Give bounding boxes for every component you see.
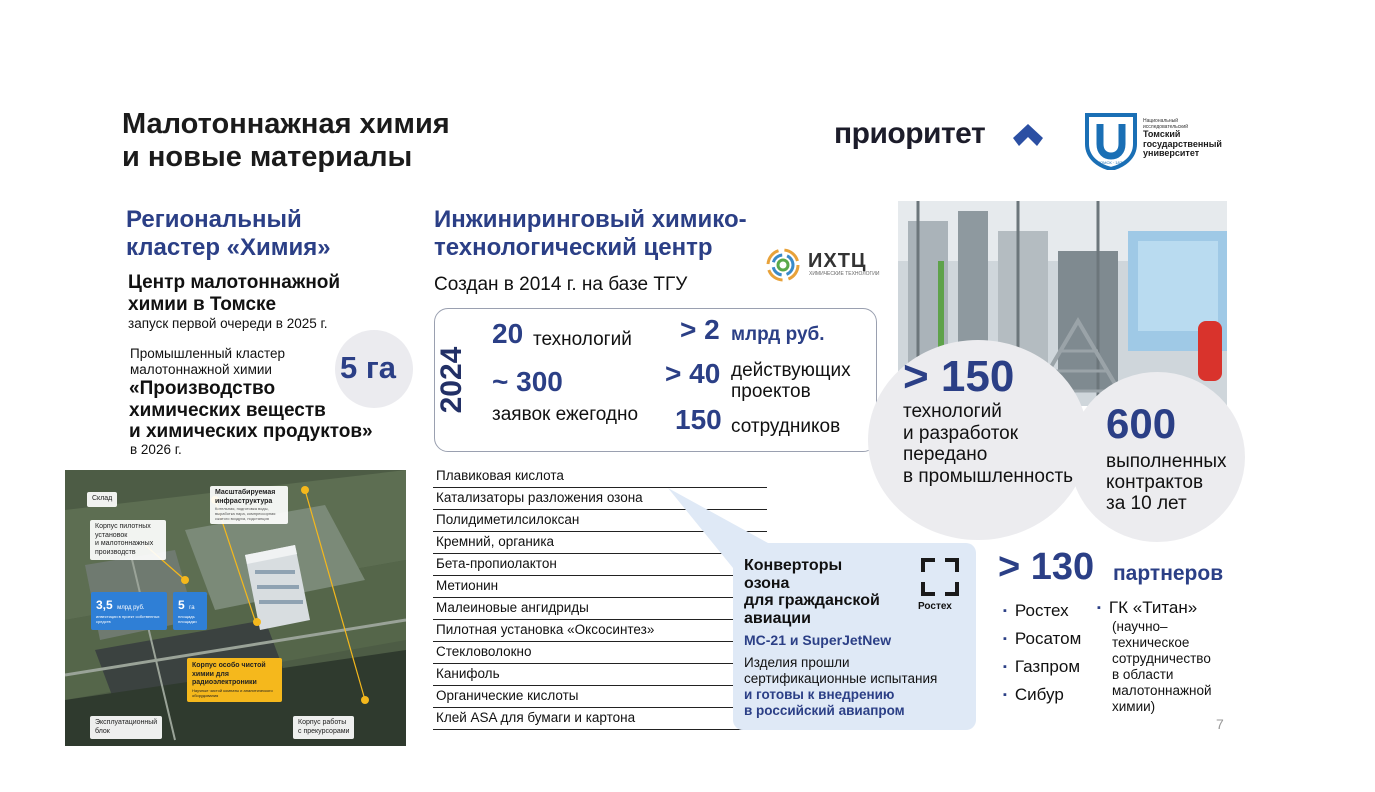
projects-count-label: действующих проектов bbox=[731, 360, 851, 402]
ixtc-logo-subtitle: ХИМИЧЕСКИЕ ТЕХНОЛОГИИ bbox=[809, 271, 880, 277]
list-item: Полидиметилсилоксан bbox=[433, 510, 767, 532]
apps-count-label: заявок ежегодно bbox=[492, 404, 639, 425]
rostec-logo-icon bbox=[921, 558, 959, 596]
engineering-created: Создан в 2014 г. на базе ТГУ bbox=[434, 274, 688, 295]
contracts-label: выполненных контрактов за 10 лет bbox=[1106, 451, 1227, 514]
titan-partner: ▪ ГК «Титан» bbox=[1097, 598, 1197, 618]
money-count-label: млрд руб. bbox=[731, 324, 825, 345]
transferred-tech-label: технологий и разработок передано в промышленность bbox=[903, 401, 1074, 487]
list-item: Бета-пропиолактон bbox=[433, 554, 767, 576]
priority-logo: приоритет bbox=[834, 117, 986, 150]
center-title: Центр малотоннажной химии в Томске bbox=[128, 272, 341, 315]
list-item: ▪ Ростех bbox=[1003, 598, 1081, 626]
center-launch: запуск первой очереди в 2025 г. bbox=[128, 316, 328, 331]
partners-list bbox=[1003, 598, 1081, 710]
list-item: Пилотная установка «Оксосинтез» bbox=[433, 620, 767, 642]
callout-title: Конверторы озона для гражданской авиации bbox=[744, 557, 880, 627]
map-invest-badge: 3,5 млрд руб. инвестиции в проект собственных средств bbox=[91, 592, 167, 630]
callout-text-bold: и готовы к внедрению в российский авиапром bbox=[744, 687, 905, 718]
list-item: Канифоль bbox=[433, 664, 767, 686]
page-number: 7 bbox=[1216, 716, 1224, 732]
list-item: Катализаторы разложения озона bbox=[433, 488, 767, 510]
engineering-title: Инжиниринговый химико- технологический центр bbox=[434, 206, 747, 261]
list-item: ▪ Сибур bbox=[1003, 682, 1081, 710]
titan-description: (научно– техническое сотрудничество в области малотоннажной химии) bbox=[1112, 619, 1212, 714]
map-label-exploitation: Эксплуатационный блок bbox=[90, 716, 162, 739]
projects-count: > 40 bbox=[665, 358, 721, 389]
map-label-pilot: Корпус пилотных установок и малотоннажных производств bbox=[90, 520, 166, 560]
rostec-logo-text: Ростех bbox=[918, 601, 952, 612]
tgu-logo-text: Национальный исследовательский Томский государственный университет bbox=[1143, 118, 1222, 158]
tech-count: 20 bbox=[492, 318, 524, 349]
cluster-title: Региональный кластер «Химия» bbox=[126, 206, 331, 261]
map-label-clean-chemistry: Корпус особо чистой химии для радиоэлектроники Научные чистой комнаты и аналитического оборудования bbox=[187, 658, 282, 702]
callout-text: Изделия прошли сертификационные испытания bbox=[744, 655, 938, 686]
list-item: ▪ Газпром bbox=[1003, 654, 1081, 682]
map-label-warehouse: Склад bbox=[87, 492, 117, 507]
list-item: Кремний, органика bbox=[433, 532, 767, 554]
list-item: Плавиковая кислота bbox=[433, 466, 767, 488]
transferred-tech-count: > 150 bbox=[903, 352, 1015, 401]
stats-year: 2024 bbox=[435, 346, 468, 414]
industrial-cluster-label: Промышленный кластер малотоннажной химии bbox=[130, 346, 286, 377]
priority-arrow-icon bbox=[1013, 124, 1043, 146]
tgu-shield-icon bbox=[1083, 112, 1139, 170]
staff-count: 150 bbox=[675, 404, 722, 435]
site-map-image bbox=[65, 470, 406, 746]
list-item: Клей ASA для бумаги и картона bbox=[433, 708, 767, 730]
list-item: Органические кислоты bbox=[433, 686, 767, 708]
map-area-badge: 5 га площадь площадки bbox=[173, 592, 207, 630]
partners-label: партнеров bbox=[1113, 562, 1224, 585]
contracts-count: 600 bbox=[1106, 400, 1177, 447]
list-item: ▪ Росатом bbox=[1003, 626, 1081, 654]
tech-count-label: технологий bbox=[533, 329, 632, 350]
list-item: Малеиновые ангидриды bbox=[433, 598, 767, 620]
money-count: > 2 bbox=[680, 314, 720, 345]
industrial-cluster-name: «Производство химических веществ и химических продуктов» bbox=[129, 378, 373, 442]
staff-count-label: сотрудников bbox=[731, 416, 841, 437]
map-label-precursor: Корпус работы с прекурсорами bbox=[293, 716, 354, 739]
list-item: Стекловолокно bbox=[433, 642, 767, 664]
apps-count: ~ 300 bbox=[492, 366, 563, 397]
industrial-cluster-year: в 2026 г. bbox=[130, 442, 182, 457]
callout-aircraft: МС-21 и SuperJetNew bbox=[744, 632, 892, 648]
svg-text:ТОМСК · 1878: ТОМСК · 1878 bbox=[1097, 160, 1125, 165]
map-label-scalable: Масштабируемая инфраструктура Котельная, подготовка воды, выработка пара, компрессорная сжатого воздуха, подстанция bbox=[210, 486, 288, 524]
list-item: Метионин bbox=[433, 576, 767, 598]
ixtc-logo-icon bbox=[766, 248, 800, 282]
area-value: 5 га bbox=[340, 350, 397, 385]
slide-title: Малотоннажная химия и новые материалы bbox=[122, 108, 450, 173]
partners-count: > 130 bbox=[998, 546, 1095, 588]
ixtc-logo-text: ИХТЦ bbox=[808, 250, 867, 272]
